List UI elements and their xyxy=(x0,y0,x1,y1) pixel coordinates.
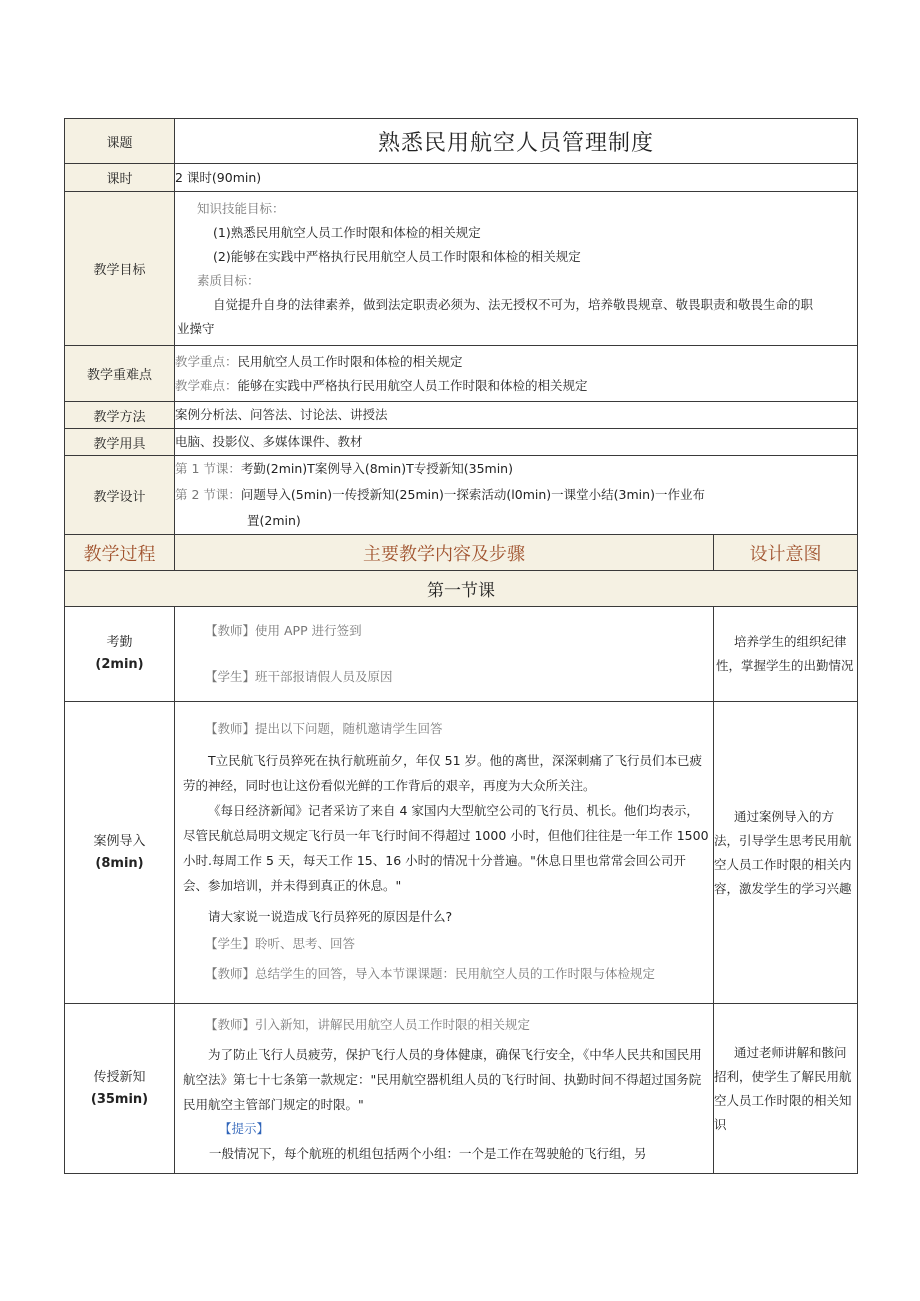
hours-row xyxy=(65,164,858,192)
methods-label: 教学方法 xyxy=(65,402,175,429)
case-time: (8min) xyxy=(95,855,144,871)
case-name: 案例导入 xyxy=(93,833,146,849)
keypoints-content xyxy=(175,346,858,402)
teach-row xyxy=(65,1004,858,1174)
keypoints-row xyxy=(65,346,858,402)
case-question: 请大家说一说造成飞行员猝死的原因是什么? xyxy=(208,909,453,924)
key-point-label: 教学重点： xyxy=(175,353,238,369)
teach-teacher: 【教师】引入新知，讲解民用航空人员工作时限的相关规定 xyxy=(205,1016,531,1032)
lesson-plan-table xyxy=(64,118,858,1174)
attendance-intent xyxy=(714,607,858,702)
case-teacher-question: 【教师】提出以下问题，随机邀请学生回答 xyxy=(205,721,443,736)
teach-label xyxy=(65,1004,175,1174)
difficult-point-line xyxy=(175,374,857,398)
case-student: 【学生】聆听、思考、回答 xyxy=(205,936,356,951)
lesson-2-cont: 置(2min) xyxy=(247,513,301,528)
tools-label: 教学用具 xyxy=(65,429,175,456)
teach-name: 传授新知 xyxy=(93,1069,146,1085)
case-teacher-summary: 【教师】总结学生的回答，导入本节课课题：民用航空人员的工作时限与体检规定 xyxy=(205,966,656,981)
header-content: 主要教学内容及步骤 xyxy=(175,535,714,571)
teach-paragraph-1: 为了防止飞行人员疲劳，保护飞行人员的身体健康，确保飞行安全，《中华人民共和国民用航空法》第七十七条第一款规定："民用航空器机组人员的飞行时间、执勤时间不得超过国务院民用航空主管部门规定的时限。" xyxy=(183,1046,702,1112)
section-row xyxy=(65,571,858,607)
lesson-2-line xyxy=(175,482,857,508)
attendance-intent-1: 培养学生的组织纪律 xyxy=(734,634,847,649)
difficult-point-label: 教学难点： xyxy=(175,377,238,393)
attendance-student: 【学生】班干部报请假人员及原因 xyxy=(205,669,393,684)
section-title: 第一节课 xyxy=(65,571,858,607)
attendance-time: (2min) xyxy=(95,657,144,672)
case-label xyxy=(65,702,175,1004)
knowledge-item-1: (1)熟悉民用航空人员工作时限和体检的相关规定 xyxy=(213,224,481,240)
lesson-2-label: 第 2 节课： xyxy=(175,487,241,502)
header-intent: 设计意图 xyxy=(714,535,858,571)
teach-intent: 通过老师讲解和骸问招利，使学生了解民用航空人员工作时限的相关知识 xyxy=(714,1004,858,1174)
case-paragraph-1: T立民航飞行员猝死在执行航班前夕，年仅 51 岁。他的离世，深深刺痛了飞行员们本已疲劳的神经，同时也让这份看似光鲜的工作背后的艰辛，再度为大众所关注。 xyxy=(183,753,702,793)
keypoints-label: 教学重难点 xyxy=(65,346,175,402)
knowledge-item-2: (2)能够在实践中严格执行民用航空人员工作时限和体检的相关规定 xyxy=(213,248,581,264)
difficult-point-value: 能够在实践中严格执行民用航空人员工作时限和体检的相关规定 xyxy=(237,377,588,393)
design-row xyxy=(65,456,858,535)
case-content xyxy=(175,702,714,1004)
quality-line-2: 业操守 xyxy=(177,320,215,336)
lesson-1-label: 第 1 节课： xyxy=(175,461,241,476)
attendance-row xyxy=(65,607,858,702)
key-point-value: 民用航空人员工作时限和体检的相关规定 xyxy=(237,353,463,369)
quality-heading: 素质目标： xyxy=(197,272,260,288)
goals-content xyxy=(175,192,858,346)
attendance-name: 考勤 xyxy=(106,635,133,650)
methods-row xyxy=(65,402,858,429)
case-paragraph-2: 《每日经济新闻》记者采访了来自 4 家国内大型航空公司的飞行员、机长。他们均表示，尽管民航总局明文规定飞行员一年飞行时间不得超过 1000 小时，但他们往往是一年工作 1500 小时.每周工作 5 天，每天工作 15、16 小时的情况十分普遍。"休息日里也常常会回公司开会、参加培训，并未得到真正的休息。" xyxy=(183,803,709,893)
tools-row xyxy=(65,429,858,456)
topic-row xyxy=(65,119,858,164)
topic-label: 课题 xyxy=(65,119,175,164)
key-point-line xyxy=(175,350,857,374)
page-title: 熟悉民用航空人员管理制度 xyxy=(175,119,858,164)
attendance-intent-2: 性，掌握学生的出勤情况 xyxy=(716,658,854,673)
teach-content xyxy=(175,1004,714,1174)
goals-label: 教学目标 xyxy=(65,192,175,346)
case-intent: 通过案例导入的方法，引导学生思考民用航空人员工作时限的相关内容，激发学生的学习兴趣 xyxy=(714,702,858,1004)
hours-value: 2 课时(90min) xyxy=(175,164,858,192)
table-header-row xyxy=(65,535,858,571)
knowledge-heading: 知识技能目标： xyxy=(197,200,285,216)
attendance-content xyxy=(175,607,714,702)
teach-paragraph-2: 一般情况下，每个航班的机组包括两个小组：一个是工作在驾驶舱的飞行组，另 xyxy=(209,1145,647,1161)
attendance-label xyxy=(65,607,175,702)
design-label: 教学设计 xyxy=(65,456,175,535)
teach-hint: 【提示】 xyxy=(219,1120,270,1136)
case-row xyxy=(65,702,858,1004)
lesson-1-value: 考勤(2min)T案例导入(8min)T专授新知(35min) xyxy=(240,461,513,476)
header-process: 教学过程 xyxy=(65,535,175,571)
design-content xyxy=(175,456,858,535)
hours-label: 课时 xyxy=(65,164,175,192)
goals-row xyxy=(65,192,858,346)
lesson-1-line xyxy=(175,456,857,482)
attendance-teacher: 【教师】使用 APP 进行签到 xyxy=(205,623,362,638)
quality-line-1: 自觉提升自身的法律素养，做到法定职责必须为、法无授权不可为，培养敬畏规章、敬畏职责和敬畏生命的职 xyxy=(213,296,814,312)
methods-value: 案例分析法、问答法、讨论法、讲授法 xyxy=(175,402,858,429)
tools-value: 电脑、投影仪、多媒体课件、教材 xyxy=(175,429,858,456)
lesson-2-value: 问题导入(5min)一传授新知(25min)一探索活动(l0min)一课堂小结(3min)一作业布 xyxy=(240,487,705,502)
teach-time: (35min) xyxy=(90,1091,149,1107)
